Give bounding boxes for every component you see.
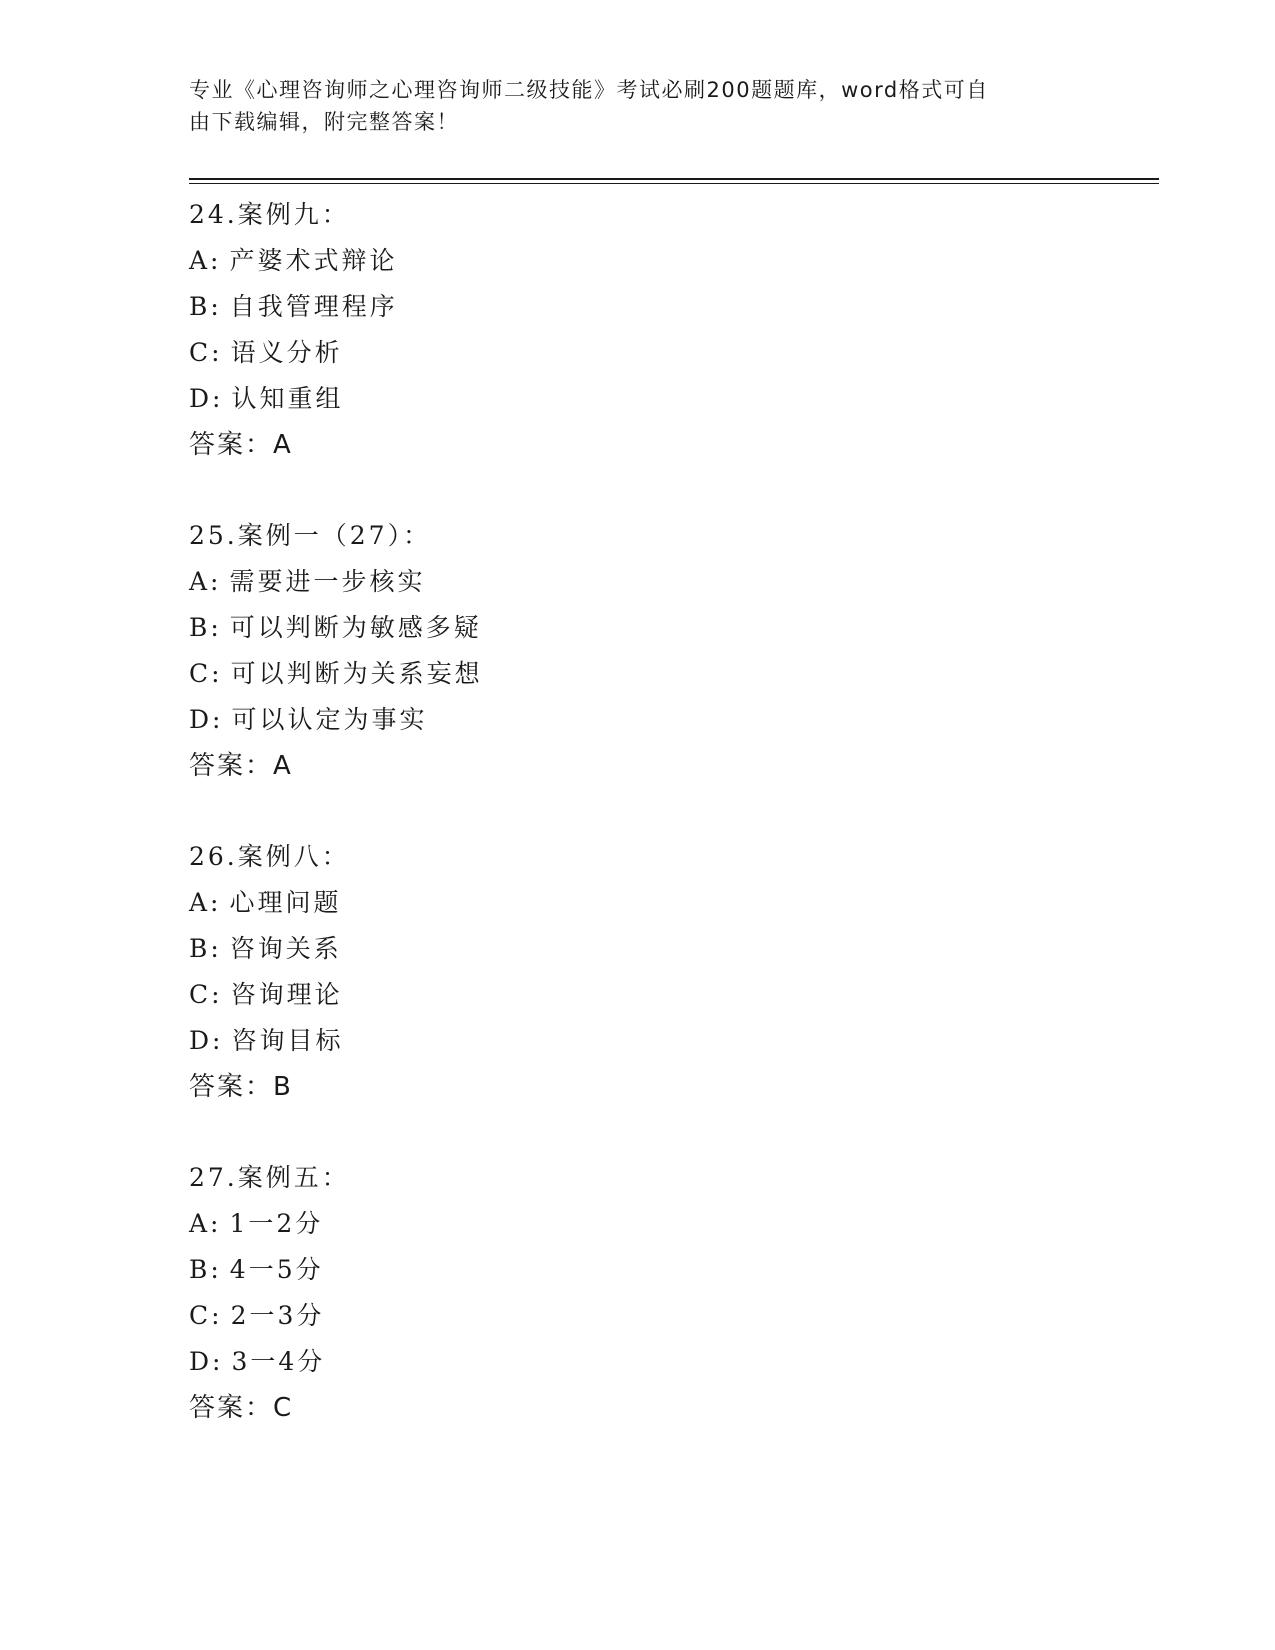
option-d	[189, 1018, 1139, 1064]
question-title: 26.案例八：	[189, 842, 350, 871]
option-c	[189, 972, 1139, 1018]
option-b	[189, 605, 1139, 651]
option-letter: A:	[189, 888, 222, 917]
option-text: 产婆术式辩论	[229, 246, 398, 275]
question-27	[189, 1155, 1139, 1431]
option-text: 4一5分	[229, 1255, 324, 1284]
option-text: 咨询关系	[229, 934, 342, 963]
option-a	[189, 559, 1139, 605]
option-letter: B:	[189, 934, 222, 963]
header-divider-thick	[189, 178, 1159, 180]
option-letter: D:	[189, 1026, 224, 1055]
option-letter: D:	[189, 384, 224, 413]
header-line-1: 专业《心理咨询师之心理咨询师二级技能》考试必刷200题题库，word格式可自	[189, 78, 989, 102]
answer-line	[189, 743, 1139, 789]
option-text: 需要进一步核实	[229, 567, 426, 596]
answer-value: A	[273, 751, 293, 781]
option-d	[189, 1339, 1139, 1385]
answer-label: 答案：	[189, 1393, 274, 1423]
option-letter: C:	[189, 338, 223, 367]
question-26	[189, 834, 1139, 1110]
document-header	[189, 74, 1069, 138]
option-letter: B:	[189, 1255, 222, 1284]
answer-line	[189, 1385, 1139, 1431]
option-letter: D:	[189, 705, 224, 734]
option-text: 可以判断为敏感多疑	[229, 613, 482, 642]
header-line-2: 由下载编辑，附完整答案！	[189, 110, 459, 134]
option-b	[189, 1247, 1139, 1293]
option-letter: A:	[189, 246, 222, 275]
answer-label: 答案：	[189, 430, 274, 460]
option-b	[189, 284, 1139, 330]
option-letter: A:	[189, 1209, 222, 1238]
option-text: 心理问题	[229, 888, 342, 917]
option-c	[189, 330, 1139, 376]
option-text: 认知重组	[231, 384, 344, 413]
option-text: 1一2分	[229, 1209, 324, 1238]
option-text: 咨询目标	[231, 1026, 344, 1055]
option-letter: A:	[189, 567, 222, 596]
answer-label: 答案：	[189, 1072, 274, 1102]
question-title: 27.案例五：	[189, 1163, 350, 1192]
option-letter: C:	[189, 659, 223, 688]
answer-line	[189, 422, 1139, 468]
question-title: 25.案例一（27）：	[189, 521, 432, 550]
option-text: 2一3分	[230, 1301, 325, 1330]
answer-line	[189, 1064, 1139, 1110]
option-a	[189, 1201, 1139, 1247]
option-a	[189, 880, 1139, 926]
option-a	[189, 238, 1139, 284]
option-text: 语义分析	[230, 338, 343, 367]
question-list	[189, 192, 1139, 1476]
option-c	[189, 651, 1139, 697]
option-text: 自我管理程序	[229, 292, 398, 321]
option-text: 咨询理论	[230, 980, 343, 1009]
option-letter: B:	[189, 292, 222, 321]
option-text: 3一4分	[231, 1347, 326, 1376]
option-d	[189, 376, 1139, 422]
option-b	[189, 926, 1139, 972]
option-letter: C:	[189, 980, 223, 1009]
option-d	[189, 697, 1139, 743]
option-letter: D:	[189, 1347, 224, 1376]
option-letter: C:	[189, 1301, 223, 1330]
header-divider-thin	[189, 183, 1159, 184]
answer-value: B	[273, 1072, 293, 1102]
question-25	[189, 513, 1139, 789]
option-letter: B:	[189, 613, 222, 642]
answer-value: C	[273, 1393, 294, 1423]
answer-value: A	[273, 430, 293, 460]
option-c	[189, 1293, 1139, 1339]
question-24	[189, 192, 1139, 468]
option-text: 可以认定为事实	[231, 705, 428, 734]
question-title: 24.案例九：	[189, 200, 350, 229]
option-text: 可以判断为关系妄想	[230, 659, 483, 688]
answer-label: 答案：	[189, 751, 274, 781]
